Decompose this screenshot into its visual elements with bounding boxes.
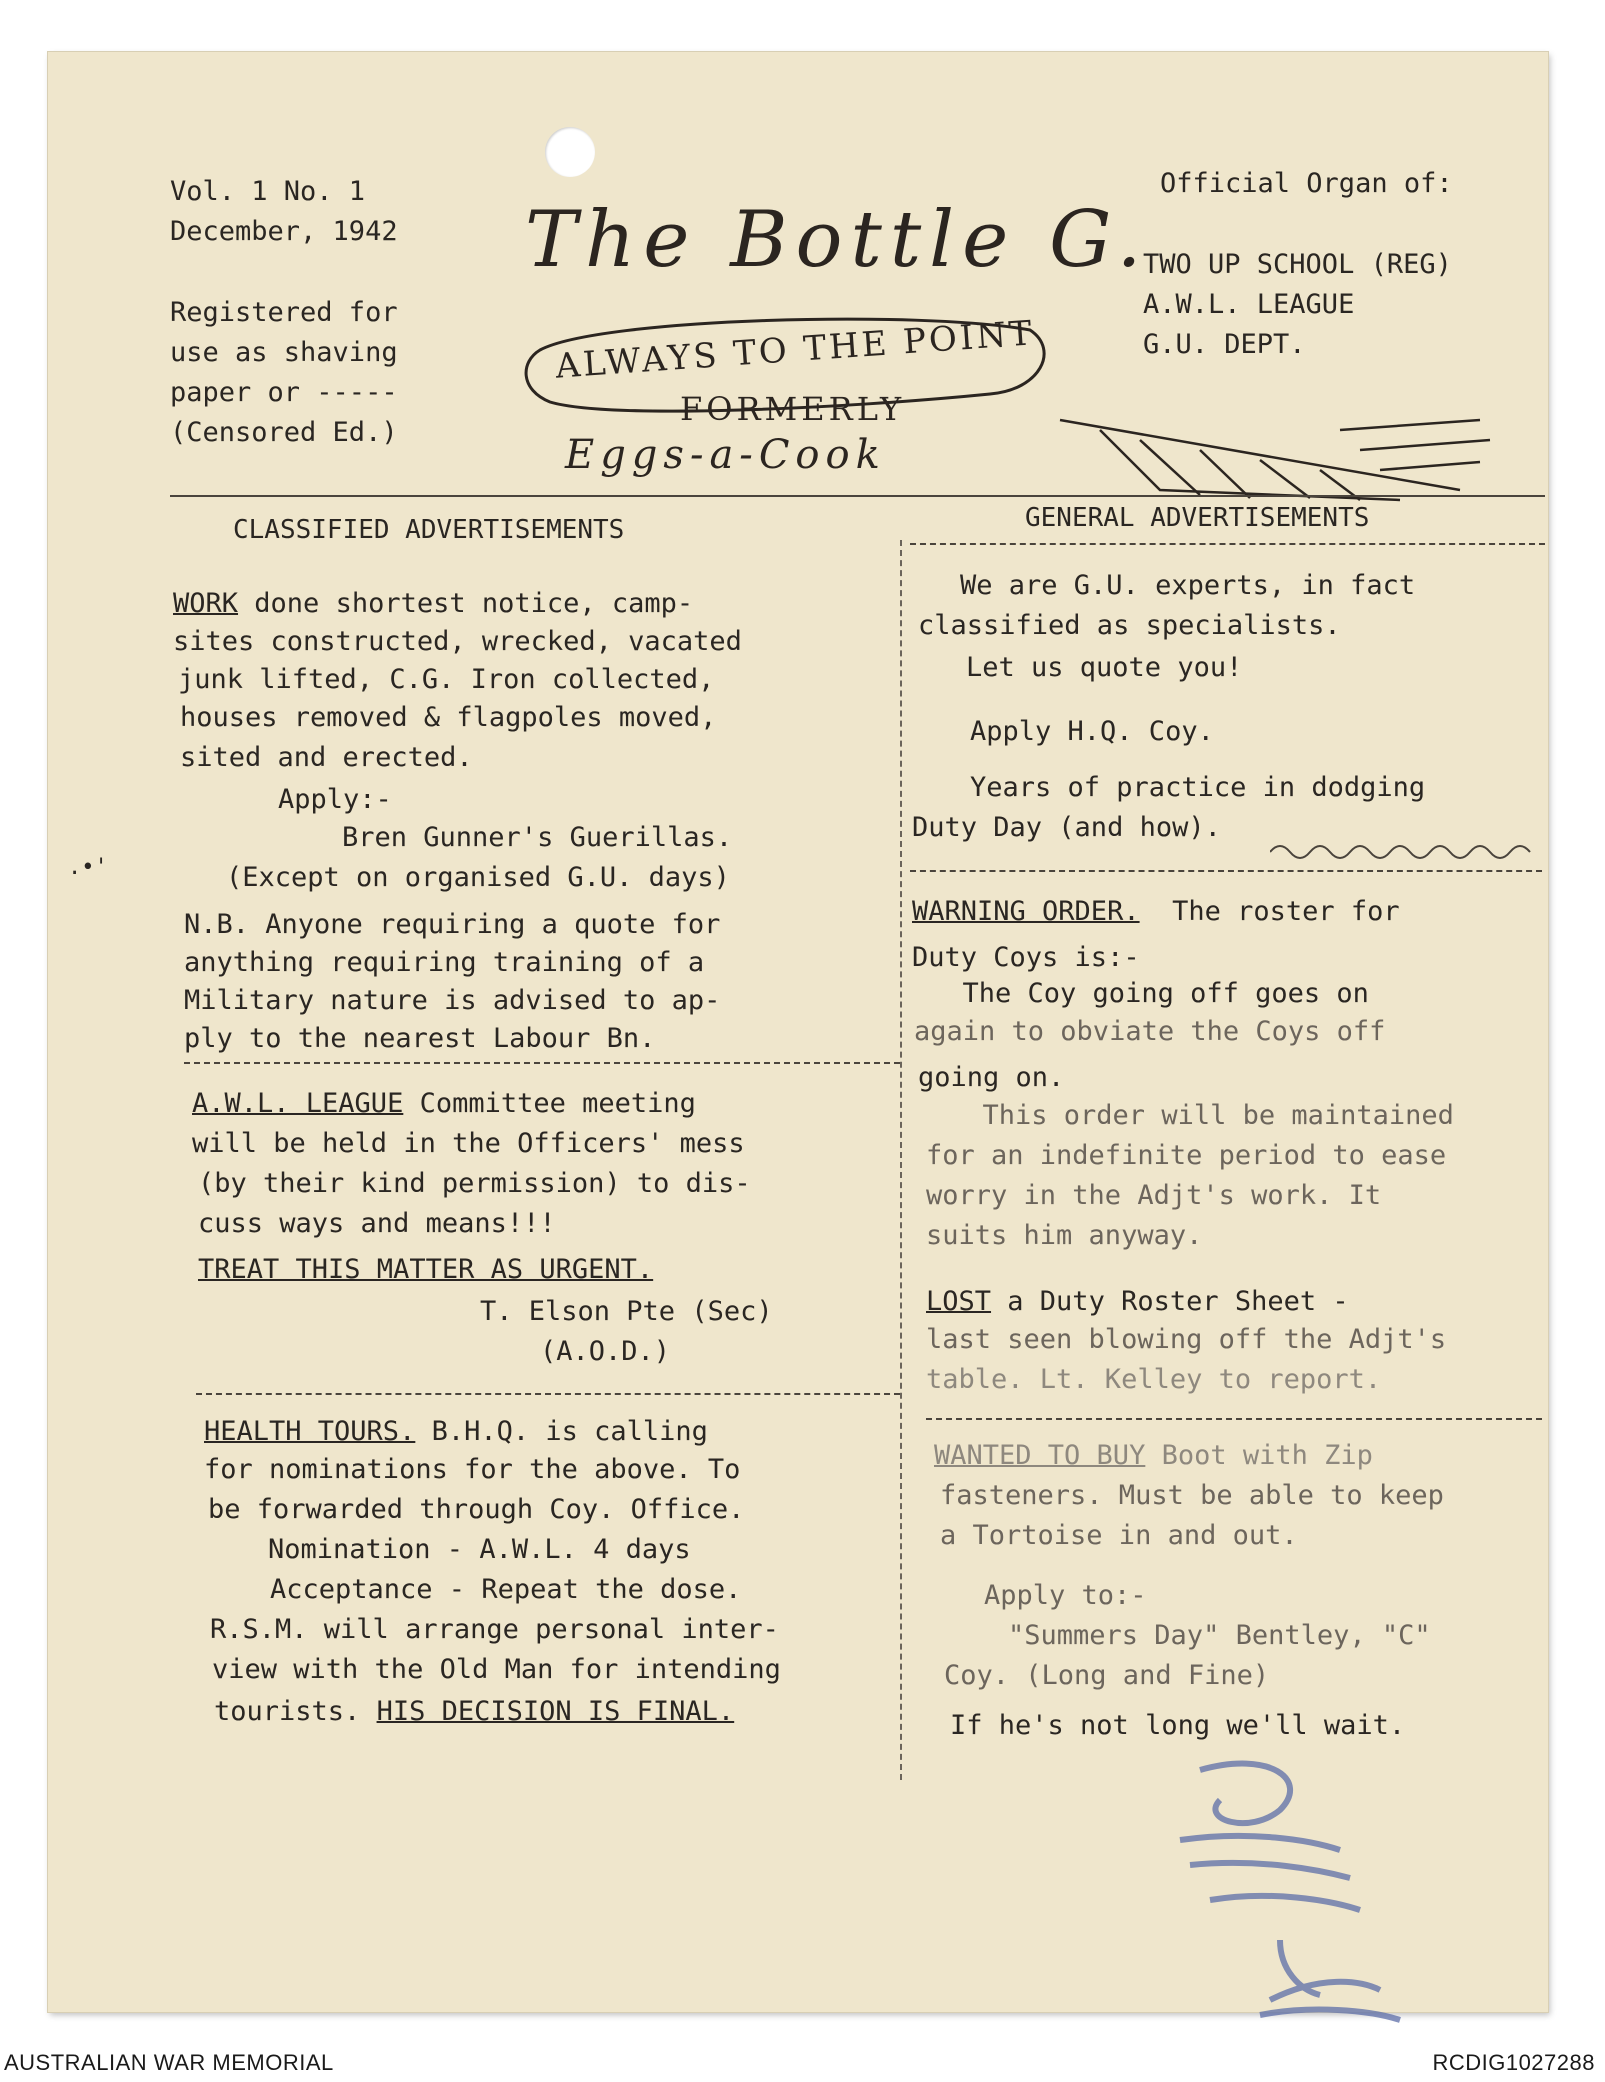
- section-rule: [910, 870, 1542, 872]
- ad-text-line: Nomination - A.W.L. 4 days: [268, 1534, 691, 1565]
- ad-text-line: Military nature is advised to ap-: [184, 985, 721, 1016]
- ad-text-line: for nominations for the above. To: [204, 1454, 741, 1485]
- ad-text-line: a Duty Roster Sheet -: [991, 1286, 1349, 1317]
- classified-heading: CLASSIFIED ADVERTISEMENTS: [233, 515, 625, 545]
- signature-line: (A.O.D.): [540, 1336, 671, 1367]
- advertiser-name: Bren Gunner's Guerillas.: [342, 822, 733, 853]
- masthead-formerly: FORMERLY: [680, 390, 906, 428]
- ad-text-line: suits him anyway.: [926, 1220, 1203, 1251]
- ad-text-line: The roster for: [1139, 896, 1400, 927]
- official-organ-label: Official Organ of:: [1160, 168, 1453, 199]
- registered-line: paper or -----: [170, 377, 398, 408]
- header-rule: [170, 495, 1545, 497]
- ad-text-line: table. Lt. Kelley to report.: [926, 1364, 1382, 1395]
- ad-text-line: Years of practice in dodging: [970, 772, 1426, 803]
- ad-text-line: cuss ways and means!!!: [198, 1208, 556, 1239]
- general-heading-rule: [910, 543, 1545, 545]
- registered-line: (Censored Ed.): [170, 417, 398, 448]
- ad-text-line: (by their kind permission) to dis-: [198, 1168, 751, 1199]
- ad-text-line: last seen blowing off the Adjt's: [926, 1324, 1447, 1355]
- ad-text-line: R.S.M. will arrange personal inter-: [210, 1614, 779, 1645]
- footer-institution: AUSTRALIAN WAR MEMORIAL: [4, 2050, 334, 2075]
- ad-text-line: Coy. (Long and Fine): [944, 1660, 1270, 1691]
- awl-keyword: A.W.L. LEAGUE: [192, 1088, 404, 1119]
- ad-text-line: worry in the Adjt's work. It: [926, 1180, 1382, 1211]
- work-keyword: WORK: [173, 588, 239, 619]
- ad-text-line: sites constructed, wrecked, vacated: [173, 626, 742, 657]
- ad-text-line: for an indefinite period to ease: [926, 1140, 1447, 1171]
- ad-text-line: Boot with Zip: [1145, 1440, 1373, 1471]
- organ-item: A.W.L. LEAGUE: [1143, 289, 1355, 320]
- ad-text-line: done shortest notice, camp-: [238, 588, 694, 619]
- ad-text-line: sited and erected.: [180, 742, 473, 773]
- ad-text-line: fasteners. Must be able to keep: [940, 1480, 1444, 1511]
- general-heading: GENERAL ADVERTISEMENTS: [1025, 503, 1370, 533]
- section-rule: [926, 1418, 1542, 1420]
- signature-line: T. Elson Pte (Sec): [480, 1296, 773, 1327]
- ad-text-line: view with the Old Man for intending: [212, 1654, 781, 1685]
- ad-text-line: N.B. Anyone requiring a quote for: [184, 909, 721, 940]
- ad-text-line: Duty Coys is:-: [912, 942, 1140, 973]
- health-keyword: HEALTH TOURS.: [204, 1416, 416, 1447]
- blue-ink-stamp: [1160, 1740, 1420, 2080]
- wavy-rule: [1270, 836, 1540, 860]
- wanted-keyword: WANTED TO BUY: [934, 1440, 1146, 1471]
- volume-number: Vol. 1 No. 1: [170, 176, 366, 207]
- ad-text-line: a Tortoise in and out.: [940, 1520, 1298, 1551]
- registered-line: use as shaving: [170, 337, 398, 368]
- ad-text-line: anything requiring training of a: [184, 947, 705, 978]
- ad-text-line: This order will be maintained: [950, 1100, 1454, 1131]
- organ-item: G.U. DEPT.: [1143, 329, 1306, 360]
- margin-mark: .•': [68, 855, 108, 880]
- masthead-motto: ALWAYS TO THE POINT: [554, 313, 1036, 387]
- section-rule: [184, 1062, 900, 1064]
- ad-text-line: ply to the nearest Labour Bn.: [184, 1023, 656, 1054]
- final-decision-notice: HIS DECISION IS FINAL.: [376, 1696, 735, 1727]
- ad-text-line: be forwarded through Coy. Office.: [208, 1494, 745, 1525]
- column-divider: [900, 540, 902, 1780]
- ad-text-line: We are G.U. experts, in fact: [960, 570, 1416, 601]
- punch-hole: [545, 127, 595, 177]
- ad-text-line: B.H.Q. is calling: [415, 1416, 708, 1447]
- masthead-former-name: Eggs-a-Cook: [565, 432, 886, 478]
- issue-date: December, 1942: [170, 216, 398, 247]
- apply-label: Apply:-: [278, 784, 392, 815]
- ad-text-line: will be held in the Officers' mess: [192, 1128, 745, 1159]
- registered-line: Registered for: [170, 297, 398, 328]
- ad-text-line: classified as specialists.: [918, 610, 1341, 641]
- ad-text-line: Acceptance - Repeat the dose.: [270, 1574, 742, 1605]
- ad-text-line: junk lifted, C.G. Iron collected,: [178, 664, 715, 695]
- sketch-doodle: [1040, 400, 1500, 510]
- masthead-title: The Bottle G.: [525, 195, 1150, 285]
- ad-text-line: (Except on organised G.U. days): [226, 862, 730, 893]
- ad-text-line: Duty Day (and how).: [912, 812, 1221, 843]
- footer-record-id: RCDIG1027288: [1432, 2050, 1595, 2075]
- ad-text-line: tourists.: [214, 1696, 377, 1727]
- section-rule: [196, 1393, 900, 1395]
- ad-text-line: again to obviate the Coys off: [914, 1016, 1386, 1047]
- advertiser-name: "Summers Day" Bentley, "C": [1008, 1620, 1431, 1651]
- ad-text-line: Committee meeting: [403, 1088, 696, 1119]
- ad-text-line: The Coy going off goes on: [930, 978, 1369, 1009]
- apply-label: Apply H.Q. Coy.: [970, 716, 1214, 747]
- ad-text-line: houses removed & flagpoles moved,: [180, 702, 717, 733]
- organ-item: TWO UP SCHOOL (REG): [1143, 249, 1452, 280]
- ad-text-line: Let us quote you!: [966, 652, 1243, 683]
- urgent-notice: TREAT THIS MATTER AS URGENT.: [198, 1254, 654, 1285]
- lost-keyword: LOST: [926, 1286, 992, 1317]
- ad-text-line: going on.: [918, 1062, 1065, 1093]
- ad-text-line: If he's not long we'll wait.: [950, 1710, 1406, 1741]
- apply-label: Apply to:-: [984, 1580, 1147, 1611]
- warning-keyword: WARNING ORDER.: [912, 896, 1140, 927]
